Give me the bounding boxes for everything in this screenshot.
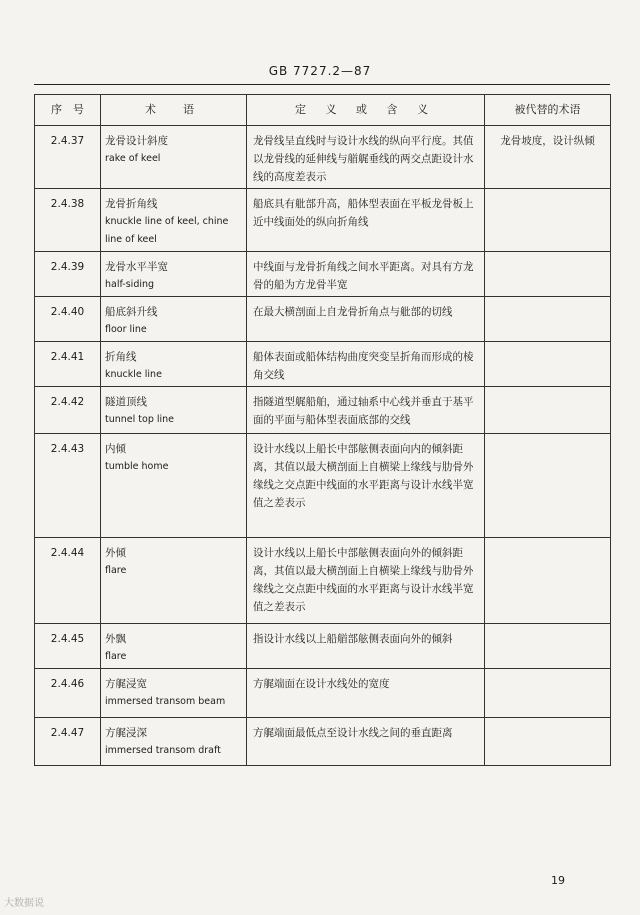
page-number: 19 [551, 874, 565, 887]
row-definition: 中线面与龙骨折角线之间水平距离。对具有方龙骨的船为方龙骨半宽 [247, 252, 485, 297]
table-row [35, 434, 611, 538]
row-replaced [485, 718, 611, 766]
col-header-term: 术 语 [101, 95, 247, 126]
row-term [101, 718, 247, 766]
row-term [101, 252, 247, 297]
row-replaced [485, 669, 611, 718]
row-num: 2.4.45 [35, 624, 101, 669]
term-cn: 龙骨设计斜度 [105, 135, 168, 147]
col-header-def: 定 义 或 含 义 [247, 95, 485, 126]
term-cn: 外飘 [105, 633, 126, 645]
row-num: 2.4.37 [35, 126, 101, 189]
table-row [35, 189, 611, 252]
term-en: knuckle line of keel, chine line of keel [105, 216, 229, 245]
term-cn: 内倾 [105, 443, 126, 455]
row-num: 2.4.40 [35, 297, 101, 342]
term-en: immersed transom draft [105, 745, 221, 756]
watermark: 大数据说 [4, 898, 44, 909]
row-definition: 船底具有舭部升高，船体型表面在平板龙骨板上近中线面处的纵向折角线 [247, 189, 485, 252]
table-row [35, 538, 611, 624]
row-definition: 在最大横剖面上自龙骨折角点与舭部的切线 [247, 297, 485, 342]
row-num: 2.4.46 [35, 669, 101, 718]
term-cn: 方艉浸宽 [105, 678, 147, 690]
table-row [35, 342, 611, 387]
document-header: GB 7727.2—87 [268, 64, 372, 78]
term-en: half-siding [105, 279, 155, 290]
term-cn: 隧道顶线 [105, 396, 147, 408]
row-num: 2.4.44 [35, 538, 101, 624]
term-cn: 外倾 [105, 547, 126, 559]
table-row [35, 387, 611, 434]
term-en: flare [105, 651, 127, 662]
row-term [101, 342, 247, 387]
row-definition: 方艉端面最低点至设计水线之间的垂直距离 [247, 718, 485, 766]
term-cn: 龙骨折角线 [105, 198, 158, 210]
row-replaced [485, 342, 611, 387]
row-replaced [485, 387, 611, 434]
col-header-num: 序 号 [35, 95, 101, 126]
row-replaced [485, 434, 611, 538]
row-definition: 龙骨线呈直线时与设计水线的纵向平行度。其值以龙骨线的延伸线与艏艉垂线的两交点距设计水线的高度差表示 [247, 126, 485, 189]
row-definition: 船体表面或船体结构曲度突变呈折角而形成的棱角交线 [247, 342, 485, 387]
term-cn: 船底斜升线 [105, 306, 158, 318]
row-num: 2.4.39 [35, 252, 101, 297]
row-definition: 设计水线以上船长中部舷侧表面向内的倾斜距离，其值以最大横剖面上自横梁上缘线与肋骨外缘线之交点距中线面的水平距离与设计水线半宽值之差表示 [247, 434, 485, 538]
table-row [35, 718, 611, 766]
row-replaced [485, 297, 611, 342]
row-replaced [485, 252, 611, 297]
row-term [101, 297, 247, 342]
table-row [35, 624, 611, 669]
row-num: 2.4.38 [35, 189, 101, 252]
row-num: 2.4.43 [35, 434, 101, 538]
row-replaced: 龙骨坡度，设计纵倾 [485, 126, 611, 189]
row-term [101, 189, 247, 252]
row-term [101, 387, 247, 434]
row-replaced [485, 538, 611, 624]
term-en: immersed transom beam [105, 696, 226, 707]
top-rule [34, 84, 610, 85]
row-definition: 指隧道型艉船舶，通过轴系中心线并垂直于基平面的平面与船体型表面底部的交线 [247, 387, 485, 434]
term-en: knuckle line [105, 369, 162, 380]
table-row [35, 252, 611, 297]
term-en: tunnel top line [105, 414, 175, 425]
row-definition: 指设计水线以上船艏部舷侧表面向外的倾斜 [247, 624, 485, 669]
row-term [101, 434, 247, 538]
term-cn: 龙骨水平半宽 [105, 261, 168, 273]
row-term [101, 538, 247, 624]
term-en: tumble home [105, 461, 169, 472]
table-row [35, 297, 611, 342]
table-row [35, 669, 611, 718]
col-header-replaced: 被代替的术语 [485, 95, 611, 126]
terms-table [34, 94, 611, 766]
row-num: 2.4.42 [35, 387, 101, 434]
row-num: 2.4.41 [35, 342, 101, 387]
term-en: floor line [105, 324, 147, 335]
row-term [101, 669, 247, 718]
row-term [101, 624, 247, 669]
table-header-row [35, 95, 611, 126]
term-en: rake of keel [105, 153, 161, 164]
row-replaced [485, 624, 611, 669]
row-num: 2.4.47 [35, 718, 101, 766]
term-cn: 方艉浸深 [105, 727, 147, 739]
row-replaced [485, 189, 611, 252]
row-definition: 方艉端面在设计水线处的宽度 [247, 669, 485, 718]
row-definition: 设计水线以上船长中部舷侧表面向外的倾斜距离，其值以最大横剖面上自横梁上缘线与肋骨外缘线之交点距中线面的水平距离与设计水线半宽值之差表示 [247, 538, 485, 624]
table-row [35, 126, 611, 189]
term-en: flare [105, 565, 127, 576]
term-cn: 折角线 [105, 351, 137, 363]
row-term [101, 126, 247, 189]
